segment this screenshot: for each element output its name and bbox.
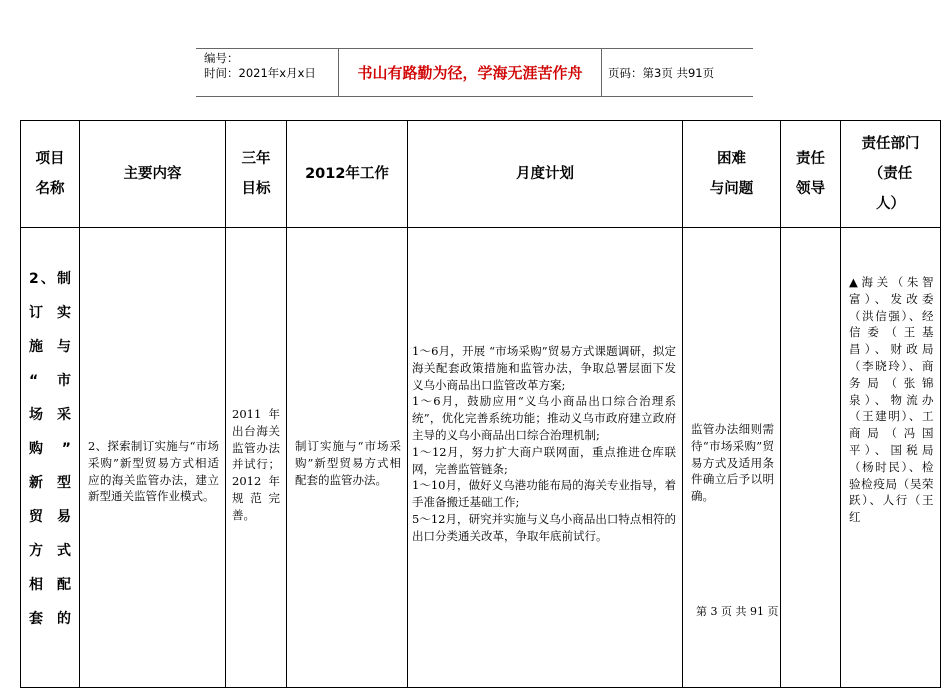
header-divider bbox=[601, 49, 602, 96]
header-leader: 责任 领导 bbox=[781, 121, 841, 228]
project-name-cell: 2、制 订实 施与 “市 场采 购” 新型 贸易 方式 相配 套的 bbox=[21, 228, 80, 688]
header-2012-work: 2012年工作 bbox=[287, 121, 408, 228]
header-motto: 书山有路勤为径，学海无涯苦作舟 bbox=[357, 64, 583, 82]
document-header bbox=[196, 48, 753, 97]
header-monthly-plan: 月度计划 bbox=[408, 121, 683, 228]
header-department: 责任部门 （责任 人） bbox=[841, 121, 941, 228]
monthly-plan-cell bbox=[408, 228, 683, 688]
time-label: 时间：2021年x月x日 bbox=[204, 66, 316, 80]
plan-item: 1～12月，努力扩大商户联网面，重点推进仓库联网，完善监管链条; bbox=[412, 444, 676, 476]
number-label: 编号： bbox=[204, 51, 239, 65]
table-header-row bbox=[21, 121, 941, 228]
table-row bbox=[21, 228, 941, 688]
plan-item: 1～10月，做好义乌港功能布局的海关专业指导，着手准备搬迁基础工作; bbox=[412, 478, 676, 510]
header-meta bbox=[204, 51, 316, 81]
issues-cell: 监管办法细则需待“市场采购”贸易方式及适用条件确立后予以明确。 bbox=[683, 228, 781, 688]
header-content: 主要内容 bbox=[80, 121, 226, 228]
plan-item: 5～12月，研究并实施与义乌小商品出口特点相符的出口分类通关改革，争取年底前试行。 bbox=[412, 511, 676, 543]
plan-item: 1～6月，鼓励应用“义乌小商品出口综合治理系统”，优化完善系统功能；推动义乌市政府建立政府主导的义乌小商品出口综合治理机制; bbox=[412, 394, 676, 442]
target-cell: 2011年出台海关监管办法并试行；2012年规范完善。 bbox=[226, 228, 287, 688]
header-target: 三年 目标 bbox=[226, 121, 287, 228]
plan-table bbox=[20, 120, 941, 688]
page-info: 页码：第3页 共91页 bbox=[608, 66, 715, 80]
plan-item: 1～6月，开展 “市场采购”贸易方式课题调研，拟定海关配套政策措施和监管办法，争取总署层面下发义乌小商品出口监管改革方案; bbox=[412, 344, 676, 392]
page-footer: 第 3 页 共 91 页 bbox=[696, 605, 779, 618]
leader-cell bbox=[781, 228, 841, 688]
header-project: 项目 名称 bbox=[21, 121, 80, 228]
work-2012-cell: 制订实施与“市场采购”新型贸易方式相配套的监管办法。 bbox=[287, 228, 408, 688]
department-cell: ▲海关（朱智富）、发改委（洪信强）、经信委（王基昌）、财政局（李晓玲）、商务局（张锦泉）、物流办（王建明）、工商局（冯国平）、国税局（杨时民）、检验检疫局（吴荣跃）、人行（王红 bbox=[841, 228, 941, 688]
header-issues: 困难 与问题 bbox=[683, 121, 781, 228]
content-cell: 2、探索制订实施与“市场采购”新型贸易方式相适应的海关监管办法，建立新型通关监管作业模式。 bbox=[80, 228, 226, 688]
